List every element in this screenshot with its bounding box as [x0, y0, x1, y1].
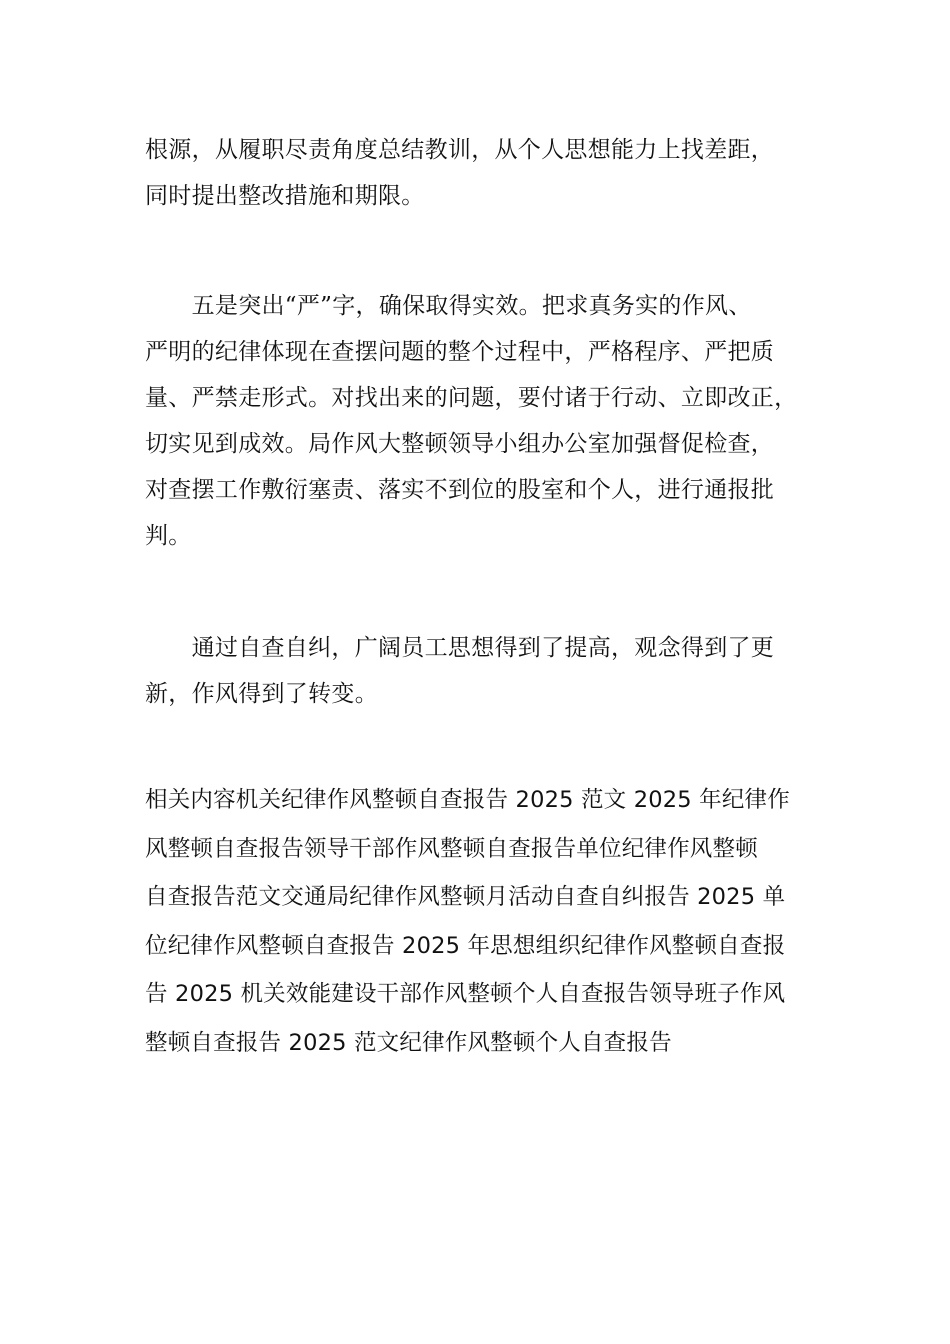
paragraph-line: 根源，从履职尽责角度总结教训，从个人思想能力上找差距，: [145, 137, 775, 163]
paragraph-line: 量、严禁走形式。对找出来的问题，要付诸于行动、立即改正，: [145, 385, 798, 411]
paragraph-line: 新，作风得到了转变。: [145, 681, 378, 707]
related-line: 告 2025 机关效能建设干部作风整顿个人自查报告领导班子作风: [145, 981, 786, 1007]
paragraph-3: [145, 625, 810, 717]
paragraph-2: [145, 283, 810, 559]
related-line: 风整顿自查报告领导干部作风整顿自查报告单位纪律作风整顿: [145, 835, 758, 862]
related-line: 整顿自查报告 2025 范文纪律作风整顿个人自查报告: [145, 1029, 672, 1056]
related-line: 相关内容机关纪律作风整顿自查报告 2025 范文 2025 年纪律作: [145, 787, 790, 813]
paragraph-line: 对查摆工作敷衍塞责、落实不到位的股室和个人，进行通报批: [145, 477, 775, 503]
related-line: 自查报告范文交通局纪律作风整顿月活动自查自纠报告 2025 单: [145, 884, 786, 910]
paragraph-line: 判。: [145, 523, 192, 549]
paragraph-line: 严明的纪律体现在查摆问题的整个过程中，严格程序、严把质: [145, 339, 775, 365]
paragraph-line: 切实见到成效。局作风大整顿领导小组办公室加强督促检查，: [145, 431, 775, 457]
related-line: 位纪律作风整顿自查报告 2025 年思想组织纪律作风整顿自查报: [145, 932, 786, 959]
paragraph-line: 五是突出“严”字，确保取得实效。把求真务实的作风、: [145, 293, 752, 319]
paragraph-line: 通过自查自纠，广阔员工思想得到了提高，观念得到了更: [145, 635, 775, 661]
paragraph-1: [145, 127, 810, 219]
paragraph-line: 同时提出整改措施和期限。: [145, 183, 425, 209]
related-content: [145, 776, 810, 1067]
